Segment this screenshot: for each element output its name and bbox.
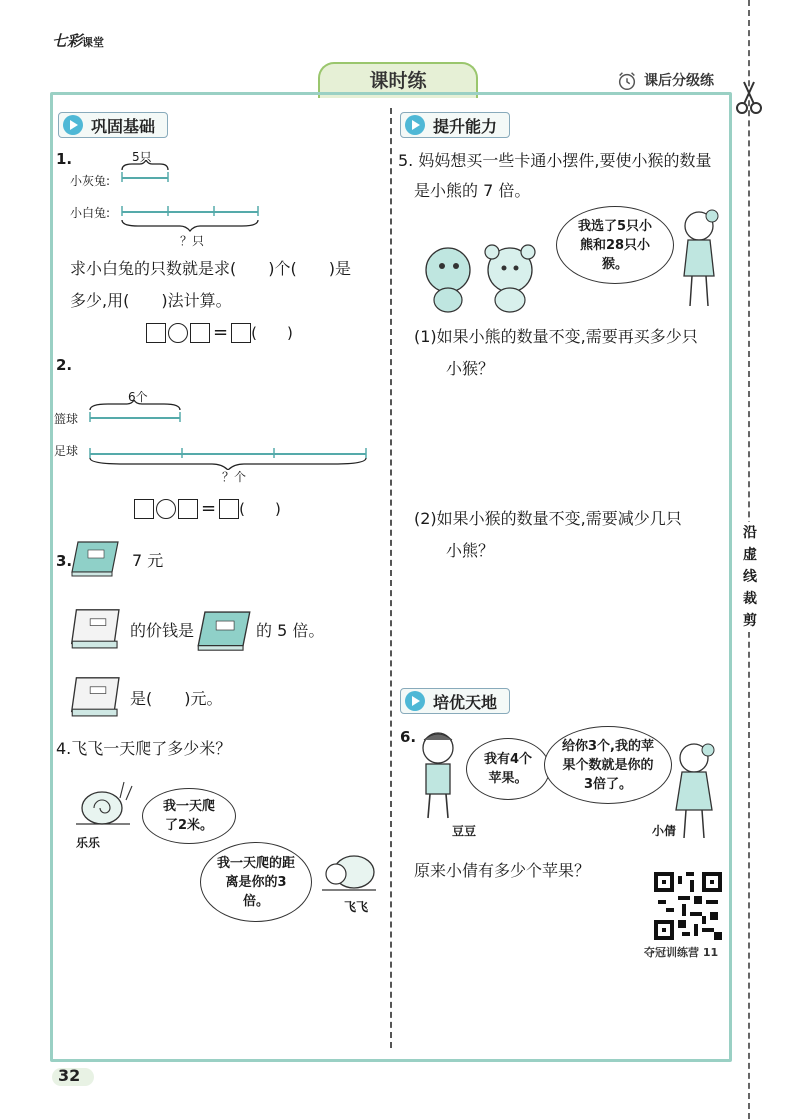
- monkey-bear-toys-illustration: [414, 236, 544, 316]
- q5-sub2-line1: (2)如果小猴的数量不变,需要减少几只: [414, 509, 682, 528]
- q3-number: 3.: [56, 552, 73, 570]
- q1-row1-label: 小灰兔:: [70, 174, 111, 188]
- answer-box[interactable]: [231, 323, 251, 343]
- equals-sign: =: [213, 322, 229, 343]
- answer-box[interactable]: [219, 499, 239, 519]
- scissors-icon: [734, 78, 764, 118]
- q4-name2: 飞飞: [344, 900, 369, 914]
- q2-equation: [134, 498, 281, 519]
- q2-line-diagram: [84, 400, 374, 470]
- q1-top-label: 5只: [132, 150, 152, 164]
- q1-bottom-label: ？只: [180, 234, 205, 248]
- q1-row2-label: 小白兔:: [70, 206, 111, 220]
- cut-char: 沿: [743, 525, 757, 541]
- notebook-icon: [196, 606, 252, 654]
- unit-paren[interactable]: ( ): [239, 500, 281, 518]
- q1-text-line1: 求小白兔的只数就是求( )个( )是: [70, 259, 351, 278]
- operator-circle[interactable]: [156, 499, 176, 519]
- snail-illustration: [72, 778, 136, 830]
- page-number: 32: [58, 1066, 81, 1085]
- brand-sub: 课堂: [82, 36, 105, 49]
- column-divider: [390, 108, 392, 1048]
- section-excellent-label: 培优天地: [433, 692, 498, 712]
- answer-box[interactable]: [178, 499, 198, 519]
- q2-number: 2.: [56, 356, 73, 374]
- q1-bottom-brace: [118, 218, 268, 232]
- speech-bubble: 我一天爬的距离是你的3倍。: [200, 842, 312, 922]
- q2-row1-label: 篮球: [54, 412, 79, 426]
- header-right-label: [616, 70, 714, 92]
- snail-illustration: [318, 846, 380, 896]
- q5-text-line1: 5. 妈妈想买一些卡通小摆件,要使小猴的数量: [398, 151, 712, 170]
- unit-paren[interactable]: ( ): [251, 324, 293, 342]
- play-icon: [405, 691, 425, 711]
- q5-sub1-line1: (1)如果小熊的数量不变,需要再买多少只: [414, 327, 698, 346]
- cut-char: 线: [743, 569, 757, 585]
- answer-box[interactable]: [146, 323, 166, 343]
- q1-line-diagram: [118, 160, 268, 222]
- section-basic-badge: [58, 112, 168, 138]
- q3-line2-mid: 的价钱是: [130, 621, 195, 640]
- q1-number: 1.: [56, 150, 73, 168]
- q6-question: 原来小倩有多少个苹果？: [414, 861, 591, 880]
- q2-top-label: 6个: [128, 390, 148, 404]
- alarm-clock-icon: [616, 70, 638, 92]
- section-excellent-badge: [400, 688, 510, 714]
- q1-text-line2: 多少,用( )法计算。: [70, 291, 232, 310]
- brand-name: 七彩: [52, 32, 83, 50]
- q3-line2-end: 的 5 倍。: [256, 621, 325, 640]
- section-advance-badge: [400, 112, 510, 138]
- q1-equation: [146, 322, 293, 343]
- answer-box[interactable]: [190, 323, 210, 343]
- answer-box[interactable]: [134, 499, 154, 519]
- play-icon: [405, 115, 425, 135]
- qr-code-icon[interactable]: [654, 872, 722, 940]
- q5-text-line2: 是小熊的 7 倍。: [414, 181, 531, 200]
- play-icon: [63, 115, 83, 135]
- section-advance-label: 提升能力: [433, 116, 498, 136]
- cut-char: 裁: [743, 591, 757, 607]
- notebook-icon: [70, 538, 120, 578]
- q6-name2: 小倩: [652, 824, 677, 838]
- brand-logo: [52, 30, 104, 51]
- q6-number: 6.: [400, 728, 417, 746]
- speech-bubble: 给你3个,我的苹果个数就是你的3倍了。: [544, 726, 672, 804]
- q4-name1: 乐乐: [76, 836, 101, 850]
- header-right-text: 课后分级练: [644, 73, 714, 89]
- page-title: 课时练: [318, 62, 478, 98]
- girl-illustration: [670, 738, 720, 842]
- operator-circle[interactable]: [168, 323, 188, 343]
- boy-illustration: [412, 728, 466, 820]
- q4-question: 飞飞一天爬了多少米？: [71, 739, 232, 758]
- girl-illustration: [676, 206, 722, 310]
- q2-row2-label: 足球: [54, 444, 79, 458]
- speech-bubble: 我一天爬了2米。: [142, 788, 236, 844]
- q4-text: [56, 734, 231, 764]
- cut-char: 剪: [743, 613, 757, 629]
- q2-bottom-label: ？个: [222, 470, 247, 484]
- speech-bubble: 我选了5只小熊和28只小猴。: [556, 206, 674, 284]
- textbook-icon: [70, 674, 126, 722]
- section-basic-label: 巩固基础: [91, 116, 156, 136]
- q6-name1: 豆豆: [452, 824, 477, 838]
- q3-price: 7 元: [132, 551, 164, 570]
- cut-char: 虚: [743, 547, 757, 563]
- equals-sign: =: [201, 498, 217, 519]
- cut-instruction: [740, 522, 760, 632]
- textbook-icon: [70, 606, 126, 654]
- q3-line3: 是( )元。: [130, 689, 223, 708]
- qr-label: 夺冠训练营 11: [644, 946, 719, 959]
- q4-number: 4.: [56, 739, 72, 758]
- speech-bubble: 我有4个苹果。: [466, 738, 550, 800]
- q5-sub1-line2: 小猴？: [446, 359, 495, 378]
- q5-sub2-line2: 小熊？: [446, 541, 495, 560]
